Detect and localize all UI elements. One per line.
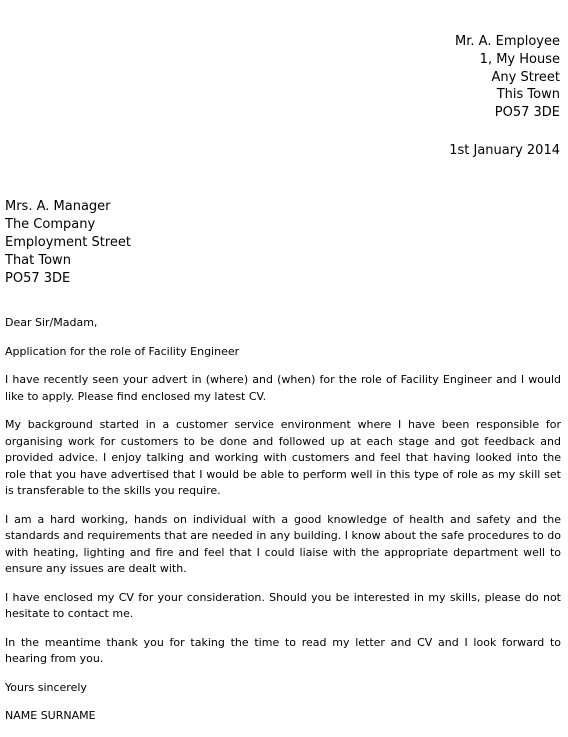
paragraph-intro: I have recently seen your advert in (where) and (when) for the role of Facility Engineer and I would like to apply. Please find enclosed my latest CV. — [5, 373, 561, 403]
signature-name: NAME SURNAME — [5, 709, 96, 722]
recipient-company: The Company — [5, 217, 96, 232]
recipient-postcode: PO57 3DE — [5, 271, 71, 286]
sender-postcode: PO57 3DE — [494, 105, 560, 121]
sender-town: This Town — [496, 87, 560, 103]
sender-address-line-2: Any Street — [491, 69, 560, 85]
sender-name: Mr. A. Employee — [455, 34, 560, 49]
recipient-street: Employment Street — [5, 235, 132, 250]
paragraph-cv: I have enclosed my CV for your consideration. Should you be interested in my skills, please do not hesitate to contact me. — [5, 590, 561, 620]
recipient-town: That Town — [5, 253, 71, 268]
sender-address-line-1: 1, My House — [479, 51, 560, 67]
letter-date: 1st January 2014 — [449, 143, 560, 158]
letter-body — [5, 315, 561, 737]
salutation: Dear Sir/Madam, — [5, 316, 98, 329]
recipient-address — [5, 198, 131, 288]
paragraph-background: My background started in a customer service environment where I have been responsible for organising work for customers to be done and followed up at each stage and got feedback and provided advice. I enjoy talking and working with customers and feel that having looked into the role that you have advertised that I would be able to perform well in this type of role as my skill set is transferable to the skills you require. — [5, 418, 561, 497]
paragraph-skills: I am a hard working, hands on individual with a good knowledge of health and safety and the standards and requirements that are needed in any building. I know about the safe procedures to do with heating, lighting and fire and feel that I could liaise with the appropriate department well to ensure any issues are dealt with. — [5, 512, 561, 575]
recipient-name: Mrs. A. Manager — [5, 199, 111, 214]
subject-line: Application for the role of Facility Engineer — [5, 344, 240, 358]
sender-address — [455, 33, 560, 122]
paragraph-thanks: In the meantime thank you for taking the time to read my letter and CV and I look forward to hearing from you. — [5, 635, 561, 665]
closing: Yours sincerely — [5, 680, 87, 694]
